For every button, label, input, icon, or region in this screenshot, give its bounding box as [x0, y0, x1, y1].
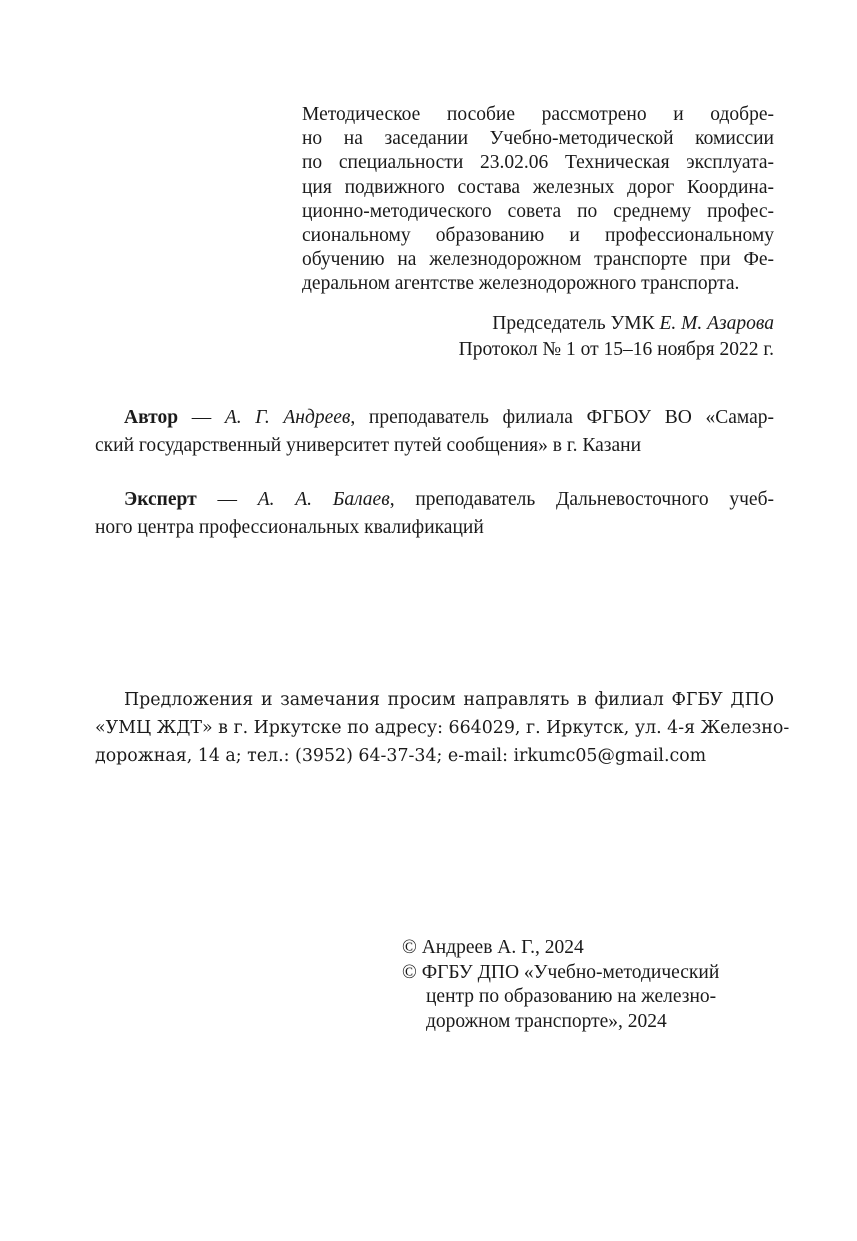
- expert-role: Эксперт: [124, 489, 197, 510]
- approval-line: деральном агентстве железнодорожного транспорта.: [302, 273, 740, 295]
- expert-line-2: ного центра профессиональных квалификаций: [95, 517, 484, 538]
- copyright-block: [402, 936, 774, 1034]
- chair-block: [302, 311, 774, 362]
- copyright-line: © ФГБУ ДПО «Учебно-методический: [402, 961, 720, 983]
- chair-label: Председатель УМК: [492, 313, 655, 334]
- approval-line: но на заседании Учебно-методической комиссии: [302, 128, 774, 150]
- copyright-line: центр по образованию на железно-: [426, 986, 717, 1007]
- proposals-note: [95, 686, 790, 770]
- expert-name: А. А. Балаев: [257, 489, 390, 510]
- author-line-2: ский государственный университет путей сообщения» в г. Казани: [95, 435, 642, 456]
- copyright-line: © Андреев А. Г., 2024: [402, 937, 584, 958]
- author-line-1: [95, 404, 774, 432]
- author-credit: [95, 404, 774, 460]
- proposals-line: Предложения и замечания просим направлять в филиал ФГБУ ДПО: [124, 690, 774, 710]
- chair-line: [302, 311, 774, 337]
- expert-dash: —: [196, 489, 258, 510]
- author-name: А. Г. Андреев: [224, 407, 351, 428]
- author-affiliation: , преподаватель филиала ФГБОУ ВО «Самар-: [350, 407, 774, 428]
- approval-line: ция подвижного состава железных дорог Координа-: [302, 176, 774, 198]
- approval-line: обучению на железнодорожном транспорте при Фе-: [302, 249, 774, 271]
- chair-name: Е. М. Азарова: [659, 313, 774, 334]
- protocol-line: Протокол № 1 от 15–16 ноября 2022 г.: [458, 338, 774, 360]
- expert-affiliation: , преподаватель Дальневосточного учеб-: [389, 489, 774, 510]
- copyright-line: дорожном транспорте», 2024: [426, 1010, 667, 1032]
- expert-credit: [95, 486, 774, 542]
- approval-line: сиональному образованию и профессиональному: [302, 225, 774, 247]
- proposals-line: «УМЦ ЖДТ» в г. Иркутске по адресу: 664029, г. Иркутск, ул. 4-я Железно-: [95, 718, 790, 738]
- author-dash: —: [178, 407, 225, 428]
- approval-note: [302, 103, 774, 297]
- approval-line: по специальности 23.02.06 Техническая эксплуата-: [302, 152, 774, 174]
- author-role: Автор: [124, 407, 179, 428]
- approval-line: Методическое пособие рассмотрено и одобре-: [302, 104, 774, 125]
- approval-line: ционно-методического совета по среднему профес-: [302, 200, 774, 222]
- proposals-line: дорожная, 14 а; тел.: (3952) 64-37-34; e-mail: irkumc05@gmail.com: [95, 746, 707, 766]
- expert-line-1: [95, 486, 774, 514]
